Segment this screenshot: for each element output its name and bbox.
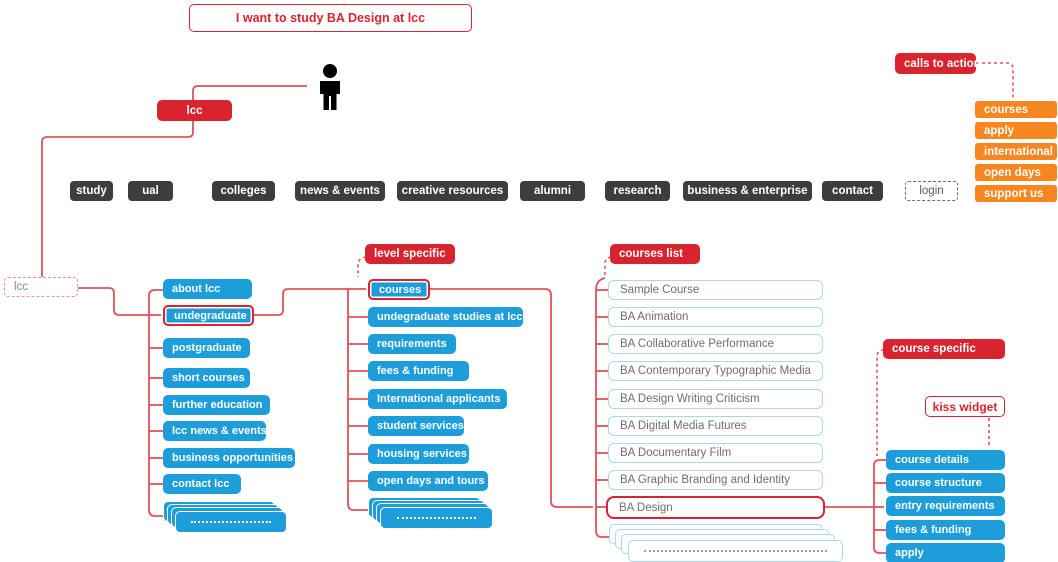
scenario-label: I want to study BA Design at lcc <box>235 11 426 25</box>
menu-item-label: lcc news & events <box>172 425 267 437</box>
nav-item-research <box>605 181 670 201</box>
level-specific-text: level specific <box>374 248 446 260</box>
node-lcc-placeholder-label: lcc <box>14 281 29 293</box>
course-sample-course <box>608 280 823 300</box>
lcc-menu-about-lcc <box>163 279 252 299</box>
menu-item-label: apply <box>895 547 924 559</box>
course-specific-text: course specific <box>892 343 976 355</box>
course-ba-contemporary-typographic-media <box>608 361 823 381</box>
cta-item-label: open days <box>984 166 1041 179</box>
nav-item-contact <box>822 181 883 201</box>
nav-item-label: research <box>613 185 662 197</box>
courses-list-text: courses list <box>619 248 683 260</box>
course-ba-design <box>606 496 825 519</box>
menu-item-label: entry requirements <box>895 500 995 512</box>
course-item-label: Sample Course <box>620 284 700 296</box>
node-lcc-root <box>157 100 232 121</box>
lcc-menu-undegraduate <box>163 305 254 326</box>
menu-item-label: fees & funding <box>377 365 454 377</box>
menu-item-label: course structure <box>895 477 982 489</box>
scenario-box <box>189 4 472 32</box>
nav-item-study <box>70 181 113 201</box>
menu-item-label: short courses <box>172 372 245 384</box>
course-ba-documentary-film <box>608 443 823 463</box>
course-item-label: BA Documentary Film <box>620 447 732 459</box>
course-menu-entry-requirements <box>886 496 1005 516</box>
lcc-menu-business-opportunities <box>163 448 295 468</box>
course-ba-graphic-branding-identity <box>608 470 823 490</box>
course-menu-course-details <box>886 450 1005 470</box>
cta-item-label: courses <box>984 103 1029 116</box>
course-item-label: BA Graphic Branding and Identity <box>620 474 791 486</box>
cta-item-label: apply <box>984 124 1015 137</box>
dotted-placeholder <box>191 521 270 523</box>
level-menu-open-days-tours <box>368 471 488 491</box>
label-course-specific <box>883 339 1005 359</box>
nav-item-label: alumni <box>533 185 572 197</box>
nav-item-label: business & enterprise <box>687 185 808 197</box>
menu-item-label: undegraduate studies at lcc <box>377 311 523 323</box>
stacked-pages-front <box>628 540 843 562</box>
menu-item-label: requirements <box>377 338 447 350</box>
cta-item-international <box>975 143 1057 160</box>
course-item-label: BA Design Writing Criticism <box>620 393 760 405</box>
course-menu-course-structure <box>886 473 1005 493</box>
cta-item-label: international <box>984 145 1054 158</box>
nav-item-label: news & events <box>300 185 380 197</box>
cta-item-label: support us <box>984 187 1044 200</box>
lcc-menu-short-courses <box>163 368 250 388</box>
level-menu-undegraduate-studies <box>368 307 523 327</box>
level-menu-fees-funding <box>368 361 469 381</box>
person-icon <box>315 62 345 112</box>
stacked-pages-front <box>175 511 287 533</box>
menu-item-label: housing services <box>377 448 467 460</box>
label-level-specific <box>365 244 455 264</box>
menu-item-label: open days and tours <box>377 475 485 487</box>
menu-item-label: contact lcc <box>172 478 230 490</box>
menu-item-label: International applicants <box>377 393 501 405</box>
calls-to-action-text: calls to action <box>904 57 981 70</box>
cta-item-courses <box>975 101 1057 118</box>
course-item-label: BA Contemporary Typographic Media <box>620 365 811 377</box>
kiss-widget-text: kiss widget <box>932 399 998 414</box>
course-ba-collaborative-performance <box>608 334 823 354</box>
level-menu-requirements <box>368 334 456 354</box>
level-menu-housing-services <box>368 444 469 464</box>
menu-item-label: course details <box>895 454 969 466</box>
lcc-menu-further-education <box>163 395 270 415</box>
course-menu-apply <box>886 543 1005 562</box>
menu-item-label: student services <box>377 420 464 432</box>
course-item-label: BA Collaborative Performance <box>620 338 775 350</box>
cta-item-open-days <box>975 164 1057 181</box>
node-lcc-placeholder <box>4 277 78 297</box>
menu-item-label: business opportunities <box>172 452 294 464</box>
lcc-menu-lcc-news-events <box>163 421 266 441</box>
course-ba-design-writing-criticism <box>608 389 823 409</box>
nav-item-label: colleges <box>220 185 267 197</box>
nav-item-login <box>905 181 958 201</box>
nav-item-alumni <box>520 181 585 201</box>
nav-item-label: study <box>76 185 107 197</box>
menu-item-label: postgraduate <box>172 342 242 354</box>
menu-item-label: courses <box>379 283 422 296</box>
dotted-placeholder <box>397 517 477 519</box>
cta-item-support-us <box>975 185 1057 202</box>
label-kiss-widget <box>925 396 1005 417</box>
node-lcc-root-label: lcc <box>186 104 203 117</box>
nav-item-label: ual <box>142 185 159 197</box>
course-item-label: BA Digital Media Futures <box>620 420 747 432</box>
stacked-pages-front <box>380 507 493 529</box>
nav-item-creative-resources <box>397 181 508 201</box>
course-item-label: BA Design <box>619 501 673 514</box>
cta-item-apply <box>975 122 1057 139</box>
nav-item-ual <box>128 181 173 201</box>
label-courses-list <box>610 244 700 264</box>
lcc-menu-postgraduate <box>163 338 250 358</box>
level-menu-courses <box>368 279 430 300</box>
course-menu-fees-funding <box>886 520 1005 540</box>
nav-login-label: login <box>919 185 944 197</box>
label-calls-to-action <box>895 53 981 74</box>
nav-item-label: creative resources <box>401 185 504 197</box>
level-menu-student-services <box>368 416 464 436</box>
menu-item-label: further education <box>172 399 263 411</box>
nav-item-business-enterprise <box>683 181 812 201</box>
nav-item-news-events <box>295 181 385 201</box>
dotted-placeholder <box>644 550 827 552</box>
course-item-label: BA Animation <box>620 311 689 323</box>
nav-item-label: contact <box>832 185 873 197</box>
course-ba-animation <box>608 307 823 327</box>
level-menu-international-applicants <box>368 389 507 409</box>
menu-item-label: fees & funding <box>895 524 972 536</box>
menu-item-label: undegraduate <box>174 309 247 322</box>
nav-item-colleges <box>212 181 275 201</box>
course-ba-digital-media-futures <box>608 416 823 436</box>
lcc-menu-contact-lcc <box>163 474 241 494</box>
menu-item-label: about lcc <box>172 283 221 295</box>
